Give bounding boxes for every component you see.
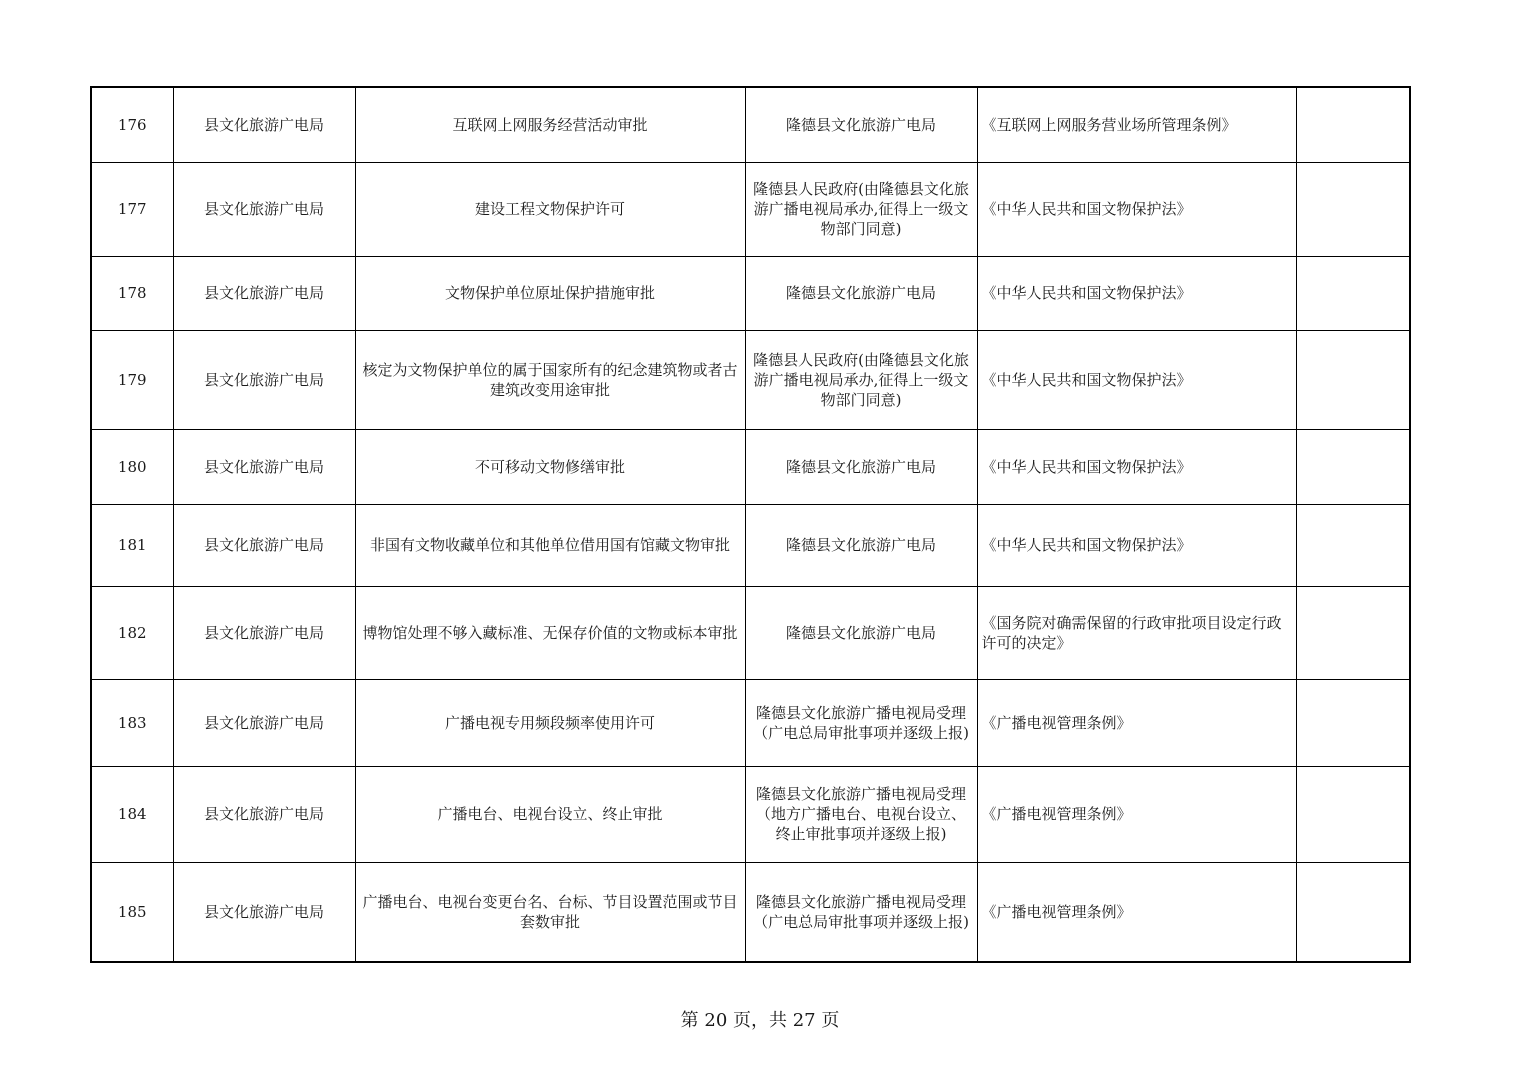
approval-item-cell: 广播电台、电视台设立、终止审批 <box>355 766 745 862</box>
row-number: 185 <box>91 862 173 962</box>
remark-cell <box>1296 256 1410 330</box>
department-cell: 县文化旅游广电局 <box>173 330 355 429</box>
handling-unit-cell: 隆德县文化旅游广电局 <box>745 256 977 330</box>
approval-item-cell: 核定为文物保护单位的属于国家所有的纪念建筑物或者古建筑改变用途审批 <box>355 330 745 429</box>
row-number: 177 <box>91 162 173 256</box>
department-cell: 县文化旅游广电局 <box>173 862 355 962</box>
table-row <box>91 766 1410 862</box>
table-row <box>91 87 1410 162</box>
row-number: 179 <box>91 330 173 429</box>
legal-basis-cell: 《中华人民共和国文物保护法》 <box>977 256 1296 330</box>
table-row <box>91 162 1410 256</box>
department-cell: 县文化旅游广电局 <box>173 162 355 256</box>
row-number: 176 <box>91 87 173 162</box>
handling-unit-cell: 隆德县文化旅游广电局 <box>745 87 977 162</box>
legal-basis-cell: 《互联网上网服务营业场所管理条例》 <box>977 87 1296 162</box>
table-row <box>91 862 1410 962</box>
approval-item-cell: 互联网上网服务经营活动审批 <box>355 87 745 162</box>
handling-unit-cell: 隆德县人民政府(由隆德县文化旅游广播电视局承办,征得上一级文物部门同意) <box>745 162 977 256</box>
approval-item-cell: 广播电视专用频段频率使用许可 <box>355 679 745 766</box>
table-row <box>91 429 1410 504</box>
legal-basis-cell: 《中华人民共和国文物保护法》 <box>977 429 1296 504</box>
remark-cell <box>1296 162 1410 256</box>
department-cell: 县文化旅游广电局 <box>173 87 355 162</box>
approval-item-cell: 博物馆处理不够入藏标准、无保存价值的文物或标本审批 <box>355 586 745 679</box>
row-number: 181 <box>91 504 173 586</box>
handling-unit-cell: 隆德县文化旅游广电局 <box>745 586 977 679</box>
legal-basis-cell: 《广播电视管理条例》 <box>977 766 1296 862</box>
remark-cell <box>1296 586 1410 679</box>
remark-cell <box>1296 87 1410 162</box>
handling-unit-cell: 隆德县文化旅游广播电视局受理（广电总局审批事项并逐级上报) <box>745 862 977 962</box>
row-number: 184 <box>91 766 173 862</box>
department-cell: 县文化旅游广电局 <box>173 679 355 766</box>
legal-basis-cell: 《中华人民共和国文物保护法》 <box>977 162 1296 256</box>
legal-basis-cell: 《国务院对确需保留的行政审批项目设定行政许可的决定》 <box>977 586 1296 679</box>
remark-cell <box>1296 862 1410 962</box>
legal-basis-cell: 《广播电视管理条例》 <box>977 679 1296 766</box>
remark-cell <box>1296 679 1410 766</box>
table-row <box>91 586 1410 679</box>
table-row <box>91 330 1410 429</box>
remark-cell <box>1296 766 1410 862</box>
approval-item-cell: 文物保护单位原址保护措施审批 <box>355 256 745 330</box>
department-cell: 县文化旅游广电局 <box>173 586 355 679</box>
remark-cell <box>1296 330 1410 429</box>
remark-cell <box>1296 429 1410 504</box>
table-row <box>91 256 1410 330</box>
table-row <box>91 679 1410 766</box>
handling-unit-cell: 隆德县文化旅游广电局 <box>745 429 977 504</box>
row-number: 182 <box>91 586 173 679</box>
handling-unit-cell: 隆德县文化旅游广播电视局受理（广电总局审批事项并逐级上报) <box>745 679 977 766</box>
handling-unit-cell: 隆德县文化旅游广电局 <box>745 504 977 586</box>
legal-basis-cell: 《中华人民共和国文物保护法》 <box>977 330 1296 429</box>
legal-basis-cell: 《广播电视管理条例》 <box>977 862 1296 962</box>
table-row <box>91 504 1410 586</box>
department-cell: 县文化旅游广电局 <box>173 766 355 862</box>
department-cell: 县文化旅游广电局 <box>173 429 355 504</box>
page-number-footer: 第 20 页，共 27 页 <box>680 1010 840 1031</box>
legal-basis-cell: 《中华人民共和国文物保护法》 <box>977 504 1296 586</box>
department-cell: 县文化旅游广电局 <box>173 256 355 330</box>
approval-item-cell: 建设工程文物保护许可 <box>355 162 745 256</box>
approval-item-cell: 广播电台、电视台变更台名、台标、节目设置范围或节目套数审批 <box>355 862 745 962</box>
approval-item-cell: 不可移动文物修缮审批 <box>355 429 745 504</box>
row-number: 180 <box>91 429 173 504</box>
handling-unit-cell: 隆德县文化旅游广播电视局受理（地方广播电台、电视台设立、终止审批事项并逐级上报) <box>745 766 977 862</box>
handling-unit-cell: 隆德县人民政府(由隆德县文化旅游广播电视局承办,征得上一级文物部门同意) <box>745 330 977 429</box>
row-number: 183 <box>91 679 173 766</box>
row-number: 178 <box>91 256 173 330</box>
approval-items-table <box>90 86 1411 963</box>
department-cell: 县文化旅游广电局 <box>173 504 355 586</box>
remark-cell <box>1296 504 1410 586</box>
approval-item-cell: 非国有文物收藏单位和其他单位借用国有馆藏文物审批 <box>355 504 745 586</box>
